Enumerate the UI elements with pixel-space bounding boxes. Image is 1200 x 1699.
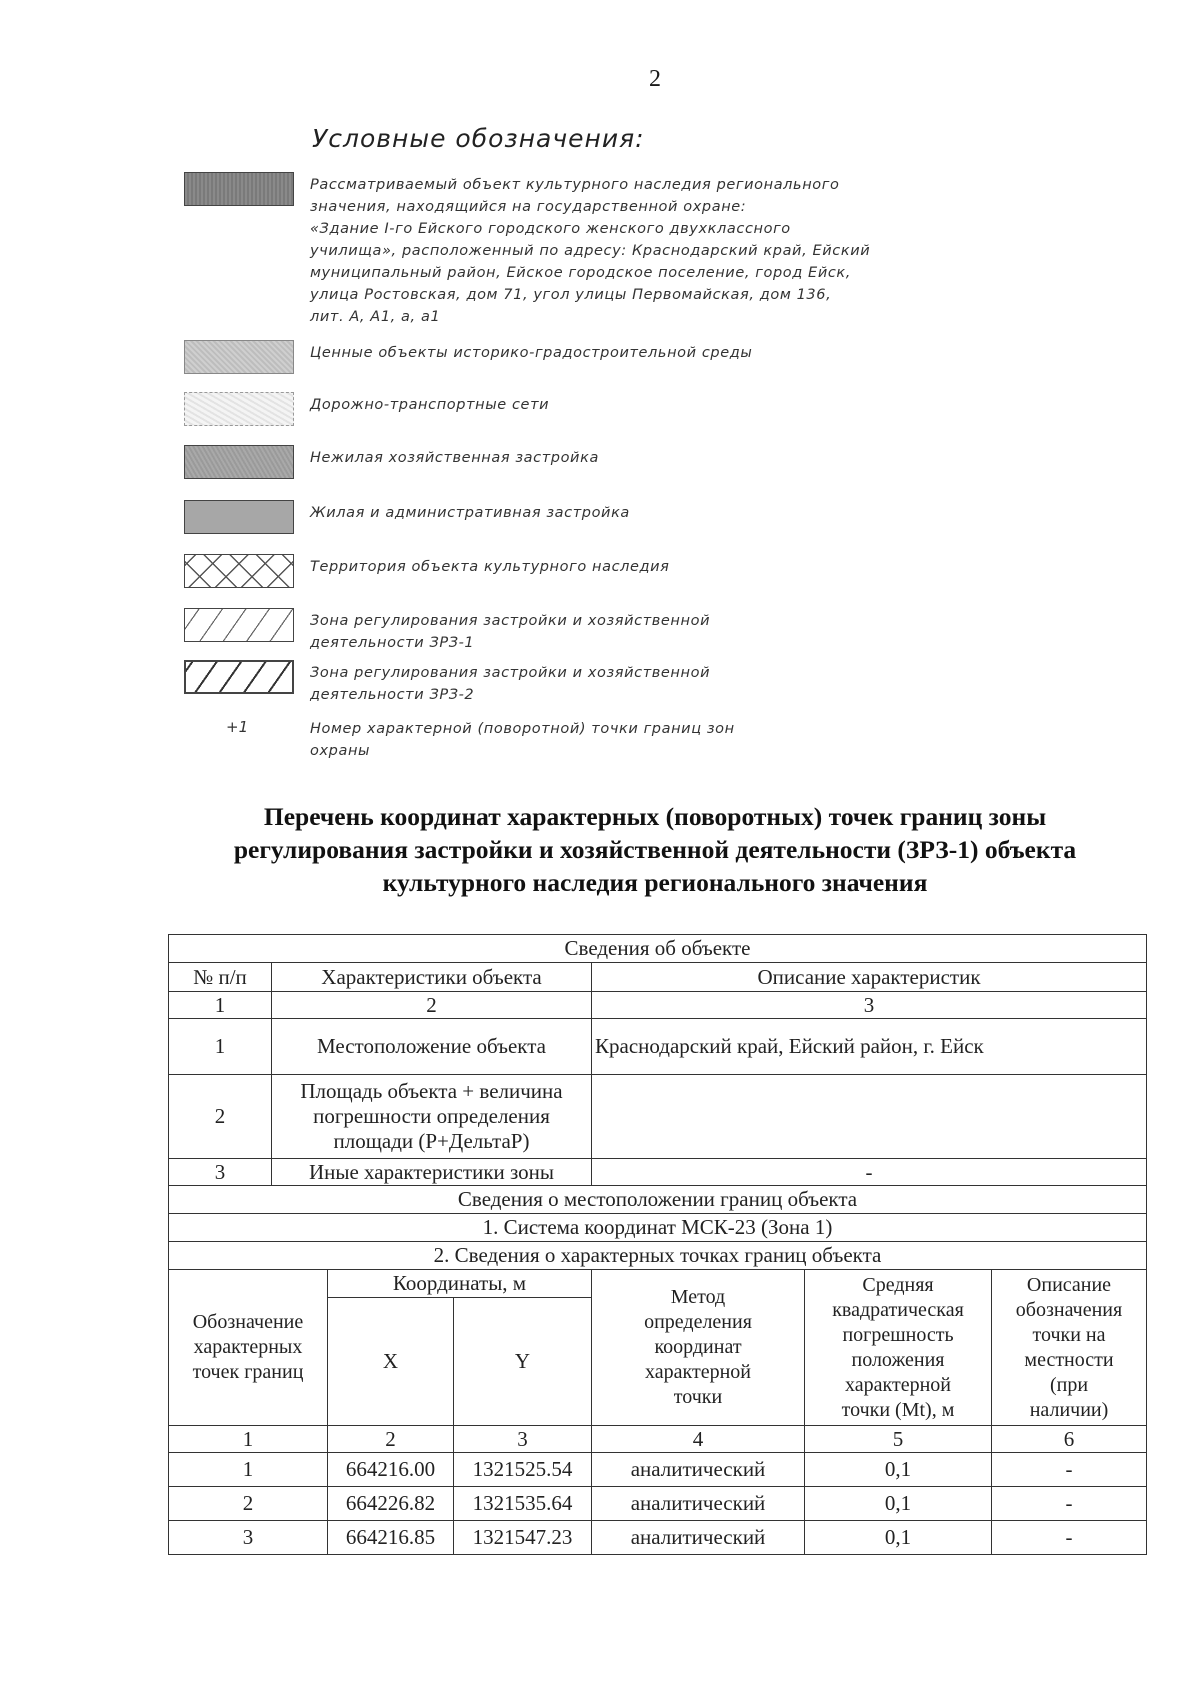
- section-location-info: Сведения о местоположении границ объекта: [169, 1186, 1147, 1214]
- table-row: [169, 1270, 1147, 1298]
- cell-line: Обозначение: [192, 1311, 304, 1333]
- table-row: [169, 1487, 1147, 1521]
- table-row: [169, 992, 1147, 1019]
- point-mt: 0,1: [805, 1487, 992, 1521]
- point-description: -: [992, 1521, 1147, 1555]
- table-row: [169, 1521, 1147, 1555]
- cell-line: точек границ: [192, 1361, 304, 1383]
- section-object-info: Сведения об объекте: [169, 935, 1147, 963]
- header-number-cell: 5: [805, 1426, 992, 1453]
- cell-line: точки на: [1032, 1323, 1106, 1346]
- header-designation: [169, 1270, 328, 1426]
- table-cell: Краснодарский край, Ейский район, г. Ейск: [592, 1019, 1147, 1075]
- point-id: 3: [169, 1521, 328, 1555]
- point-id: 1: [169, 1453, 328, 1487]
- header-x: X: [328, 1298, 454, 1426]
- page-number: 2: [649, 66, 661, 92]
- cell-line: (при: [1049, 1373, 1089, 1396]
- cell-line: погрешность: [842, 1323, 954, 1346]
- legend-text-zone-zrz1: [310, 610, 970, 654]
- table-row: [169, 1453, 1147, 1487]
- legend-text-zone-zrz2: [310, 662, 970, 706]
- coordinate-system: 1. Система координат МСК-23 (Зона 1): [169, 1214, 1147, 1242]
- table-row: [169, 1159, 1147, 1186]
- legend-text-nonresidential: Нежилая хозяйственная застройка: [310, 450, 599, 466]
- table-row: [169, 1214, 1147, 1242]
- cell-line: обозначения: [1015, 1298, 1123, 1321]
- point-y: 1321525.54: [454, 1453, 592, 1487]
- cell-line: характерной: [845, 1373, 951, 1396]
- table-row: [169, 1019, 1147, 1075]
- point-x: 664216.00: [328, 1453, 454, 1487]
- points-section-title: 2. Сведения о характерных точках границ объекта: [169, 1242, 1147, 1270]
- legend-line: муниципальный район, Ейское городское поселение, город Ейск,: [310, 265, 851, 281]
- legend-swatch-nonresidential: [184, 445, 294, 479]
- point-method: аналитический: [592, 1521, 805, 1555]
- header-y: Y: [454, 1298, 592, 1426]
- legend-line: Рассматриваемый объект культурного наследия регионального: [310, 177, 840, 193]
- legend-swatch-residential: [184, 500, 294, 534]
- legend-line: охраны: [310, 743, 371, 759]
- legend-line: значения, находящийся на государственной охране:: [310, 199, 747, 215]
- legend-line: училища», расположенный по адресу: Краснодарский край, Ейский: [310, 243, 871, 259]
- header-mean-error: [805, 1270, 992, 1426]
- cell-line: точки (Mt), м: [841, 1398, 955, 1421]
- point-method: аналитический: [592, 1487, 805, 1521]
- cell-line: площади (Р+ДельтаР): [333, 1129, 530, 1153]
- legend-text-heritage-object: [310, 174, 970, 328]
- table-cell: Иные характеристики зоны: [272, 1159, 592, 1186]
- header-number-cell: 2: [272, 992, 592, 1019]
- header-number-cell: 1: [169, 1426, 328, 1453]
- legend-swatch-zone-zrz2: [184, 660, 294, 694]
- header-method: [592, 1270, 805, 1426]
- legend-swatch-heritage-object: [184, 172, 294, 206]
- cell-line: Площадь объекта + величина: [300, 1079, 563, 1103]
- point-method: аналитический: [592, 1453, 805, 1487]
- legend-swatch-valuable-objects: [184, 340, 294, 374]
- header-cell: Характеристики объекта: [272, 963, 592, 992]
- coordinates-table: [168, 934, 1147, 1555]
- legend-swatch-territory: [184, 554, 294, 588]
- table-cell: [272, 1075, 592, 1159]
- header-number-cell: 2: [328, 1426, 454, 1453]
- point-y: 1321547.23: [454, 1521, 592, 1555]
- legend-line: Зона регулирования застройки и хозяйственной: [310, 665, 711, 681]
- header-description: [992, 1270, 1147, 1426]
- point-description: -: [992, 1487, 1147, 1521]
- legend-text-territory: Территория объекта культурного наследия: [310, 559, 670, 575]
- table-cell: -: [592, 1159, 1147, 1186]
- cell-line: наличии): [1029, 1398, 1109, 1421]
- document-heading: [150, 800, 1160, 899]
- heading-line: культурного наследия регионального значения: [382, 868, 928, 897]
- point-x: 664216.85: [328, 1521, 454, 1555]
- point-mt: 0,1: [805, 1521, 992, 1555]
- cell-line: координат: [654, 1336, 742, 1358]
- header-cell: Описание характеристик: [592, 963, 1147, 992]
- legend-line: Номер характерной (поворотной) точки границ зон: [310, 721, 735, 737]
- legend-text-residential: Жилая и административная застройка: [310, 505, 630, 521]
- table-row: [169, 1186, 1147, 1214]
- cell-line: Описание: [1026, 1273, 1112, 1296]
- legend-text-roads: Дорожно-транспортные сети: [310, 397, 550, 413]
- header-number-cell: 3: [454, 1426, 592, 1453]
- legend-line: «Здание I-го Ейского городского женского двухклассного: [310, 221, 791, 237]
- header-cell: № п/п: [169, 963, 272, 992]
- header-number-cell: 1: [169, 992, 272, 1019]
- header-coordinates: Координаты, м: [328, 1270, 592, 1298]
- legend-line: деятельности ЗРЗ-2: [310, 687, 475, 703]
- point-mt: 0,1: [805, 1453, 992, 1487]
- table-cell: 3: [169, 1159, 272, 1186]
- table-cell: [592, 1075, 1147, 1159]
- table-row: [169, 935, 1147, 963]
- table-cell: Местоположение объекта: [272, 1019, 592, 1075]
- point-id: 2: [169, 1487, 328, 1521]
- table-cell: 2: [169, 1075, 272, 1159]
- cell-line: местности: [1024, 1348, 1114, 1371]
- legend-swatch-roads: [184, 392, 294, 426]
- cell-line: определения: [644, 1311, 752, 1333]
- cell-line: Метод: [670, 1286, 726, 1308]
- cell-line: Средняя: [862, 1273, 934, 1296]
- cell-line: характерной: [645, 1361, 751, 1383]
- table-row: [169, 1075, 1147, 1159]
- header-number-cell: 3: [592, 992, 1147, 1019]
- point-description: -: [992, 1453, 1147, 1487]
- legend-swatch-zone-zrz1: [184, 608, 294, 642]
- legend-text-valuable-objects: Ценные объекты историко-градостроительной среды: [310, 345, 753, 361]
- legend-text-point-number: [310, 718, 970, 762]
- cell-line: точки: [673, 1386, 723, 1408]
- table-row: [169, 963, 1147, 992]
- table-row: [169, 1426, 1147, 1453]
- cell-line: квадратическая: [832, 1298, 964, 1321]
- point-x: 664226.82: [328, 1487, 454, 1521]
- point-y: 1321535.64: [454, 1487, 592, 1521]
- legend-line: лит. А, А1, а, а1: [310, 309, 441, 325]
- cell-line: погрешности определения: [313, 1104, 550, 1128]
- legend-line: улица Ростовская, дом 71, угол улицы Первомайская, дом 136,: [310, 287, 832, 303]
- header-number-cell: 4: [592, 1426, 805, 1453]
- heading-line: регулирования застройки и хозяйственной деятельности (ЗРЗ-1) объекта: [233, 835, 1077, 864]
- heading-line: Перечень координат характерных (поворотных) точек границ зоны: [263, 802, 1047, 831]
- table-cell: 1: [169, 1019, 272, 1075]
- point-number-marker: +1: [226, 718, 249, 736]
- legend-line: деятельности ЗРЗ-1: [310, 635, 475, 651]
- table-row: [169, 1242, 1147, 1270]
- header-number-cell: 6: [992, 1426, 1147, 1453]
- cell-line: характерных: [193, 1336, 303, 1358]
- cell-line: положения: [851, 1348, 945, 1371]
- legend-line: Зона регулирования застройки и хозяйственной: [310, 613, 711, 629]
- legend-title: Условные обозначения:: [312, 124, 645, 153]
